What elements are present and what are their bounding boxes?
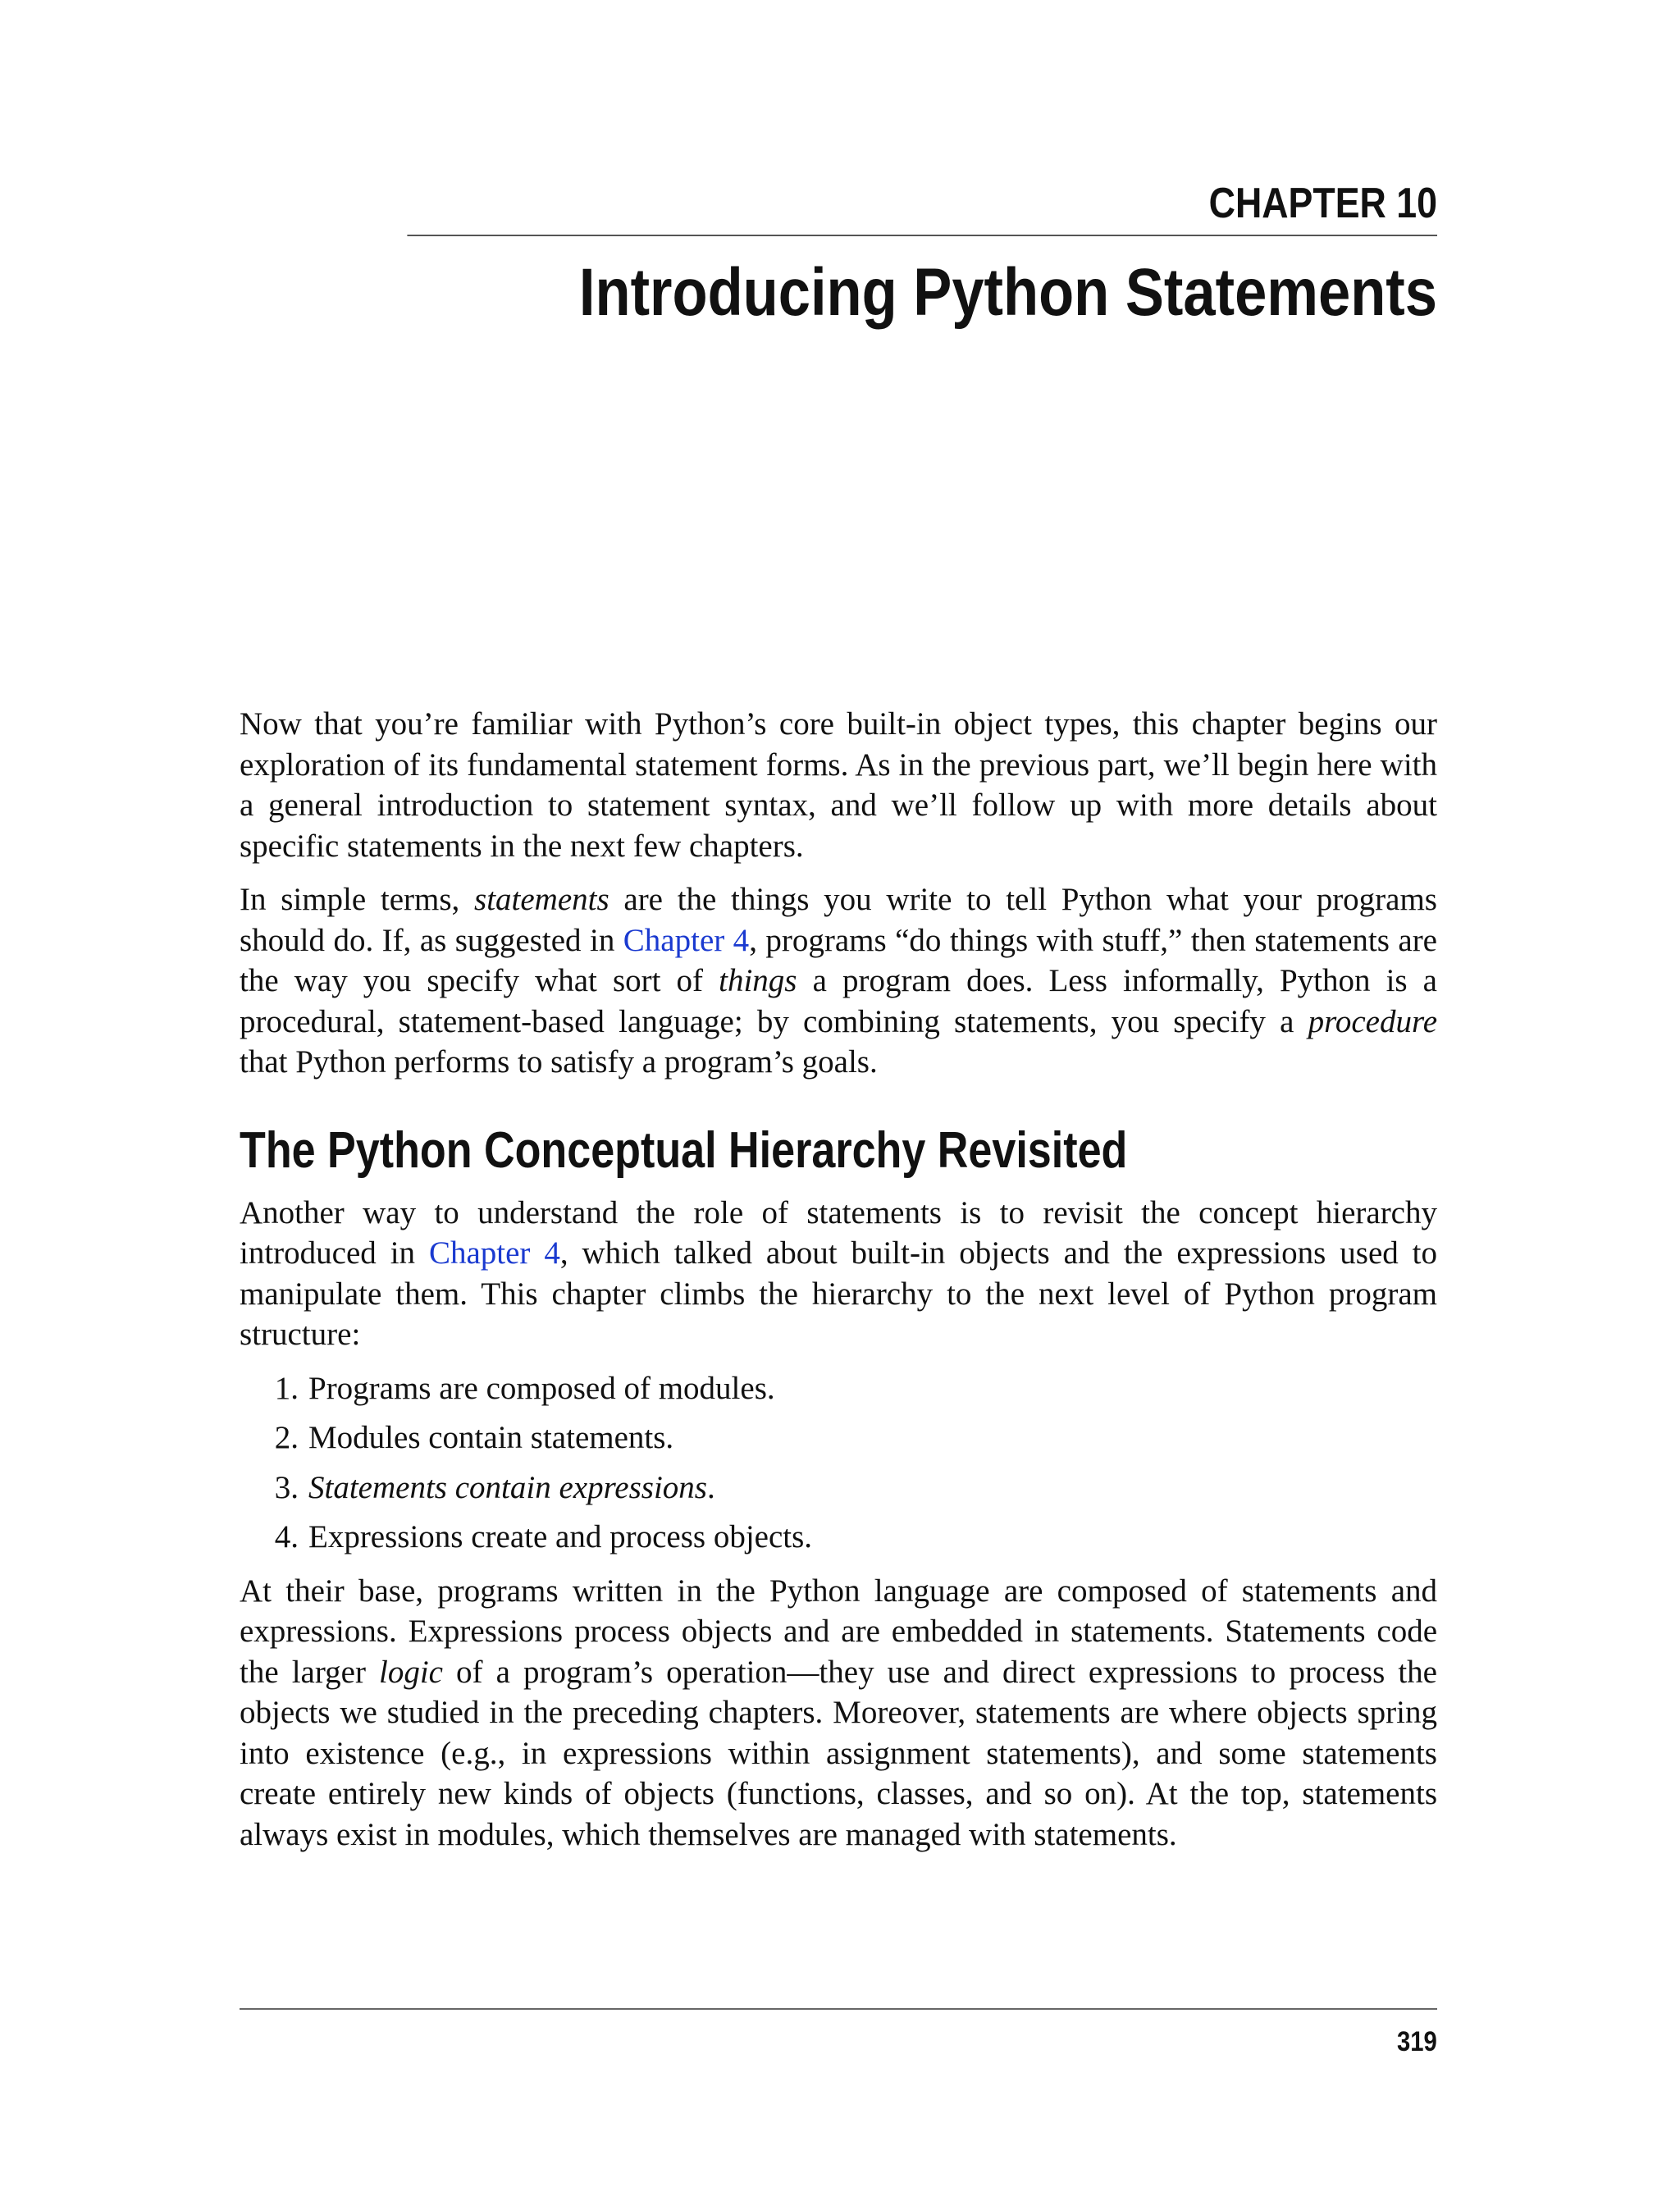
intro-paragraph-1: Now that you’re familiar with Python’s core built-in object types, this chapter begins our exploration of its fundamental statement forms. As in the previous part, we’ll begin here with a general introduction to statement syntax, and we’ll follow up with more details about specific statements in the next few chapters. bbox=[240, 706, 1437, 864]
hierarchy-list bbox=[240, 1368, 1437, 1558]
list-item-number: 3. bbox=[274, 1469, 299, 1505]
chapter-4-link[interactable]: Chapter 4 bbox=[623, 922, 750, 958]
chapter-label: CHAPTER 10 bbox=[407, 182, 1437, 236]
page-number: 319 bbox=[1397, 2026, 1437, 2057]
list-item-number: 4. bbox=[274, 1519, 299, 1554]
chapter-4-link[interactable]: Chapter 4 bbox=[428, 1235, 560, 1271]
emphasis-things: things bbox=[719, 963, 797, 998]
list-item bbox=[240, 1517, 1437, 1558]
chapter-title: Introducing Python Statements bbox=[578, 255, 1437, 330]
list-item-text: Programs are composed of modules. bbox=[308, 1370, 775, 1406]
list-item bbox=[240, 1418, 1437, 1459]
intro-paragraph-2: In simple terms, statements are the things you write to tell Python what your programs should do. If, as suggested in Chapter 4, programs “do things with stuff,” then statements are the way you specify what sort of things a program does. Less informally, Python is a procedural, statement-based language; by combining statements, you specify a procedure that Python performs to satisfy a program’s goals. bbox=[240, 882, 1437, 1080]
list-item-number: 2. bbox=[274, 1420, 299, 1455]
list-item-text: Statements contain expressions. bbox=[308, 1469, 715, 1505]
section-paragraph-2: At their base, programs written in the Python language are composed of statements and expressions. Expressions process objects and are embedded in statements. Statements code the larger logic of a program’s operation—they use and direct expressions to process the objects we studied in the preceding chapters. Moreover, statements are where objects spring into existence (e.g., in expressions within assignment statements), and some statements create entirely new kinds of objects (functions, classes, and so on). At the top, statements always exist in modules, which themselves are managed with statements. bbox=[240, 1573, 1437, 1852]
list-item-text: Modules contain statements. bbox=[308, 1420, 674, 1455]
emphasis-logic: logic bbox=[379, 1654, 443, 1690]
list-item-number: 1. bbox=[274, 1370, 299, 1406]
section-paragraph-1: Another way to understand the role of statements is to revisit the concept hierarchy introduced in Chapter 4, which talked about built-in objects and the expressions used to manipulate them. This chapter climbs the hierarchy to the next level of Python program structure: bbox=[240, 1194, 1437, 1352]
list-item-text: Expressions create and process objects. bbox=[308, 1519, 813, 1554]
emphasis-statements: statements bbox=[474, 882, 609, 917]
emphasis-procedure: procedure bbox=[1308, 1003, 1437, 1039]
list-item bbox=[240, 1468, 1437, 1509]
body-text bbox=[240, 704, 1437, 1868]
section-heading: The Python Conceptual Hierarchy Revisited bbox=[240, 1121, 1128, 1179]
list-item bbox=[240, 1368, 1437, 1409]
footer-rule bbox=[240, 2008, 1437, 2010]
chapter-header bbox=[240, 180, 1437, 330]
